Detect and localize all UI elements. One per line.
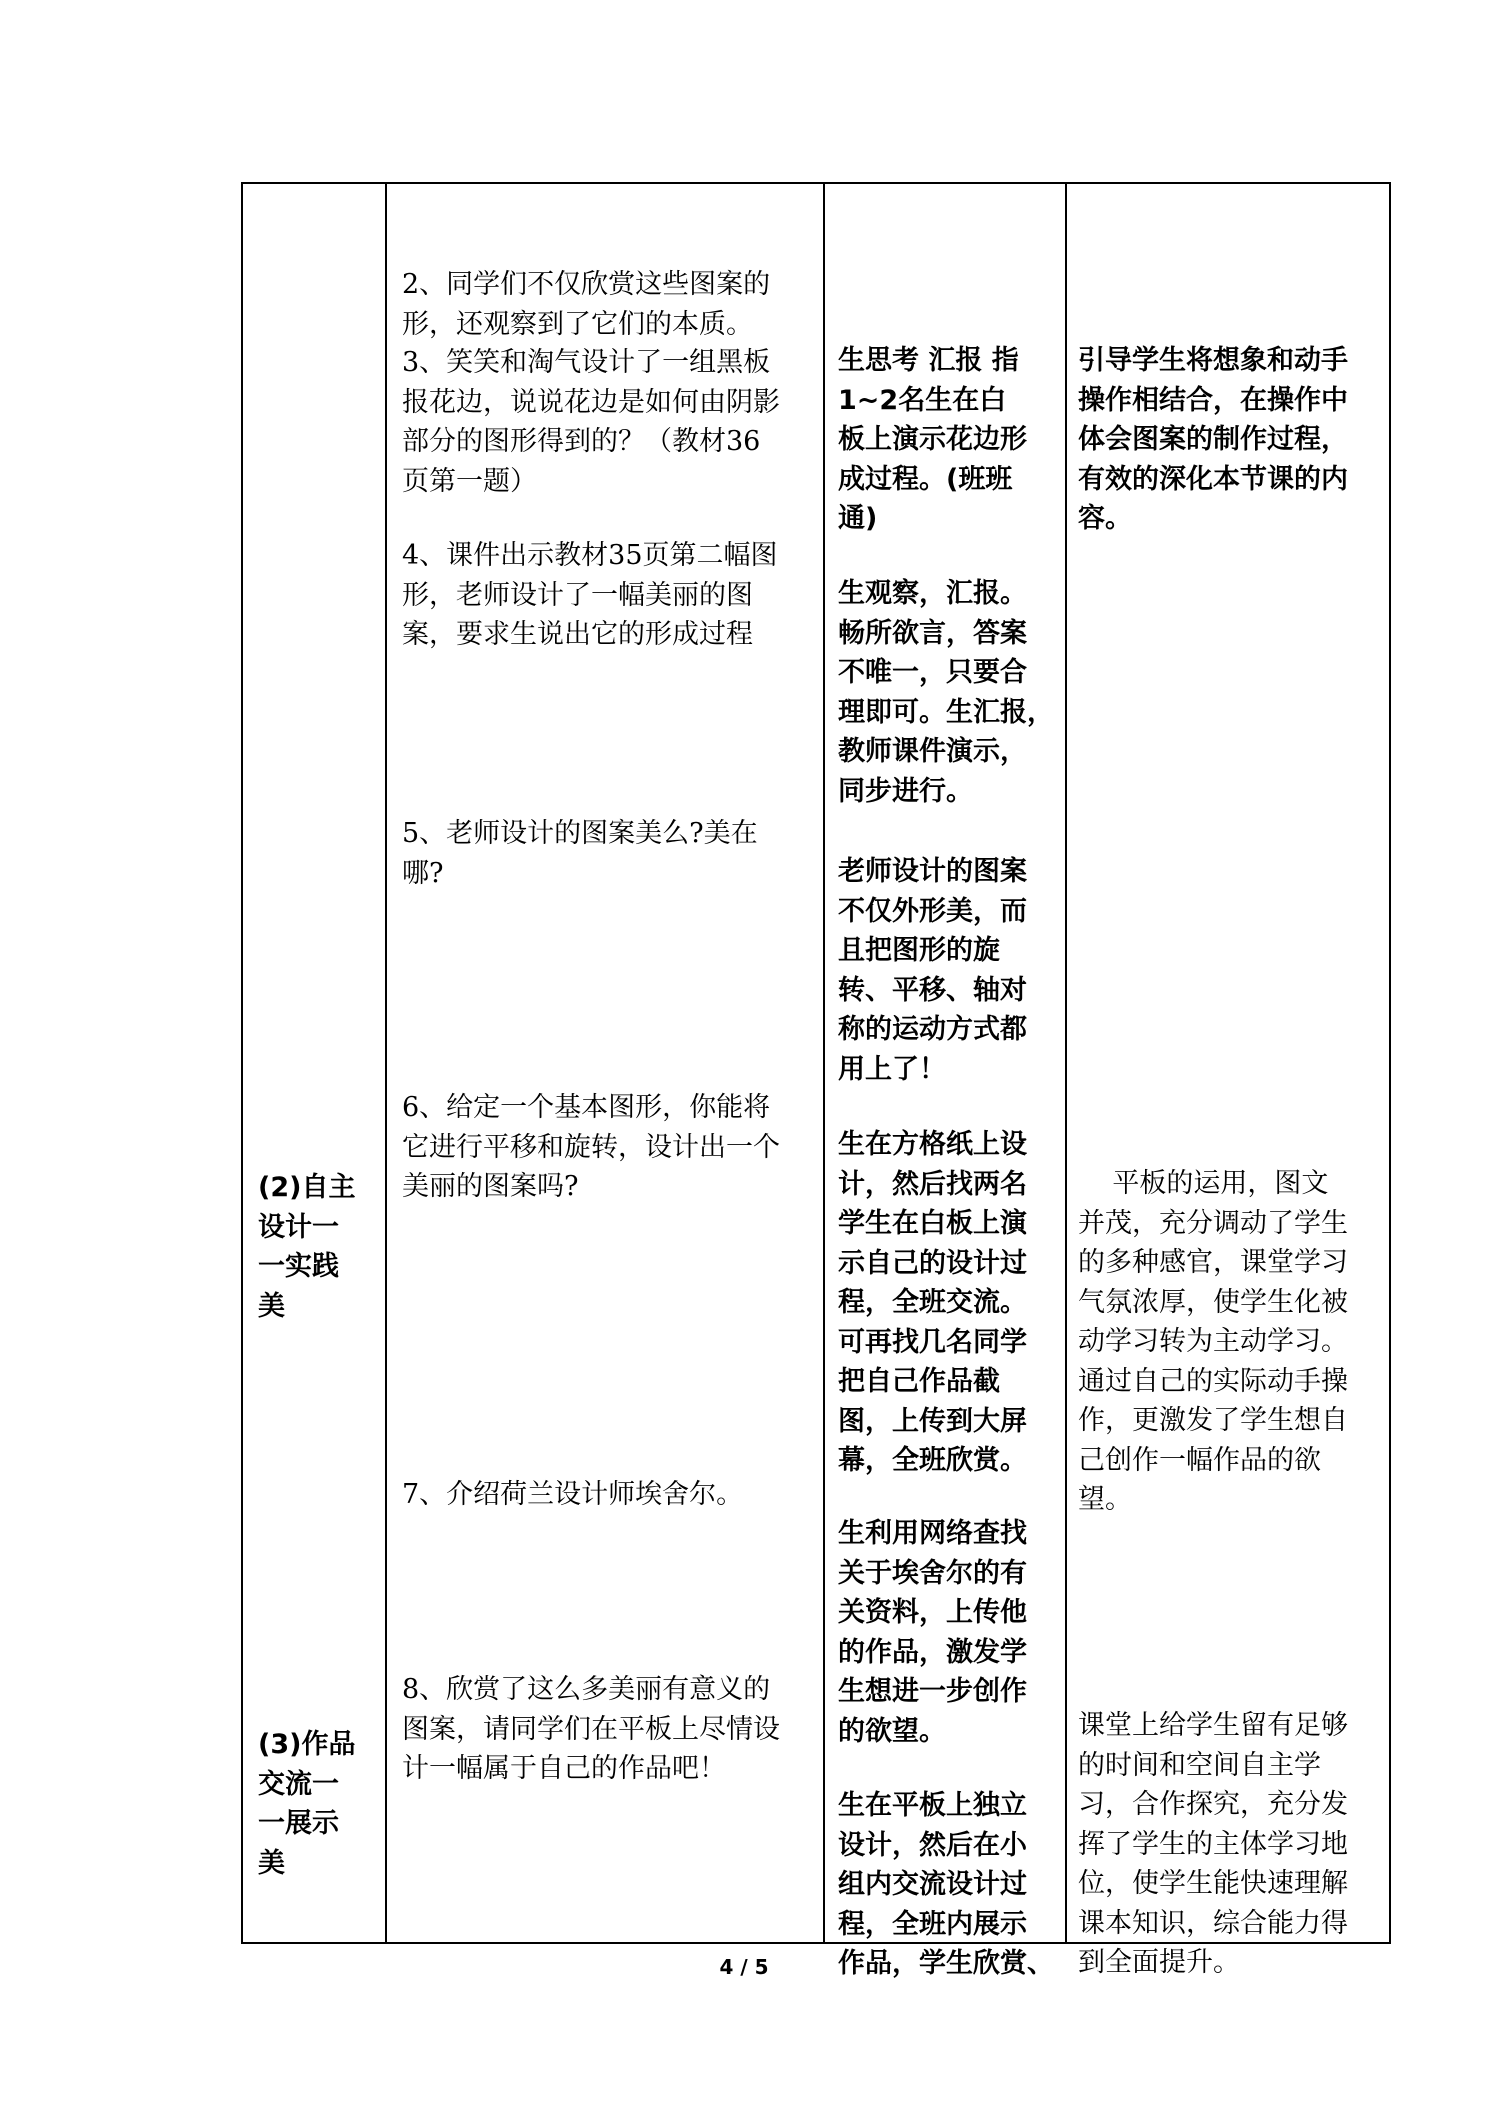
table-right-border [1389,182,1391,1944]
column-divider-2 [823,182,825,1944]
intent-block-2: 平板的运用，图文 并茂，充分调动了学生 的多种感官，课堂学习 气氛浓厚，使学生化被 动学习转为主动学习。 通过自己的实际动手操 作，更激发了学生想自 己创作一幅作品的欲 望。 [1078,1168,1348,1515]
table-top-border [241,182,1391,184]
stage-label-2: (2)自主 设计一 一实践 美 [258,1172,356,1322]
stage-label-3: (3)作品 交流一 一展示 美 [258,1729,356,1879]
teacher-item-5: 5、老师设计的图案美么?美在 哪? [402,818,758,889]
intent-block-3: 课堂上给学生留有足够 的时间和空间自主学 习，合作探究，充分发 挥了学生的主体学习地 位，使学生能快速理解 课本知识，综合能力得 到全面提升。 [1078,1710,1348,1978]
student-block-2: 生观察，汇报。 畅所欲言，答案 不唯一，只要合 理即可。生汇报， 教师课件演示， 同步进行。 [838,578,1054,807]
teacher-item-2: 2、同学们不仅欣赏这些图案的 形，还观察到了它们的本质。 [402,269,771,340]
student-block-3: 老师设计的图案 不仅外形美，而 且把图形的旋 转、平移、轴对 称的运动方式都 用上了！ [838,856,1027,1085]
student-block-4: 生在方格纸上设 计，然后找两名 学生在白板上演 示自己的设计过 程，全班交流。 可再找几名同学 把自己作品截 图，上传到大屏 幕，全班欣赏。 [838,1129,1027,1476]
teacher-item-7: 7、介绍荷兰设计师埃舍尔。 [402,1479,744,1510]
table-left-border [241,182,243,1944]
page-number: 4 / 5 [719,1955,769,1979]
teacher-item-6: 6、给定一个基本图形，你能将 它进行平移和旋转，设计出一个 美丽的图案吗? [402,1092,780,1202]
column-divider-1 [385,182,387,1944]
student-block-5: 生利用网络查找 关于埃舍尔的有 关资料，上传他 的作品，激发学 生想进一步创作 的欲望。 [838,1518,1027,1747]
student-block-1: 生思考 汇报 指 1~2名生在白 板上演示花边形 成过程。(班班 通) [838,345,1027,534]
intent-block-1: 引导学生将想象和动手 操作相结合，在操作中 体会图案的制作过程， 有效的深化本节课的内 容。 [1078,345,1348,534]
teacher-item-3: 3、笑笑和淘气设计了一组黑板 报花边，说说花边是如何由阴影 部分的图形得到的？（教材36 页第一题） [402,347,780,497]
teacher-item-4: 4、课件出示教材35页第二幅图 形，老师设计了一幅美丽的图 案，要求生说出它的形成过程 [402,540,778,650]
teacher-item-8: 8、欣赏了这么多美丽有意义的 图案，请同学们在平板上尽情设 计一幅属于自己的作品吧！ [402,1674,780,1784]
column-divider-3 [1065,182,1067,1944]
student-block-6: 生在平板上独立 设计，然后在小 组内交流设计过 程，全班内展示 作品，学生欣赏、 [838,1790,1054,1979]
